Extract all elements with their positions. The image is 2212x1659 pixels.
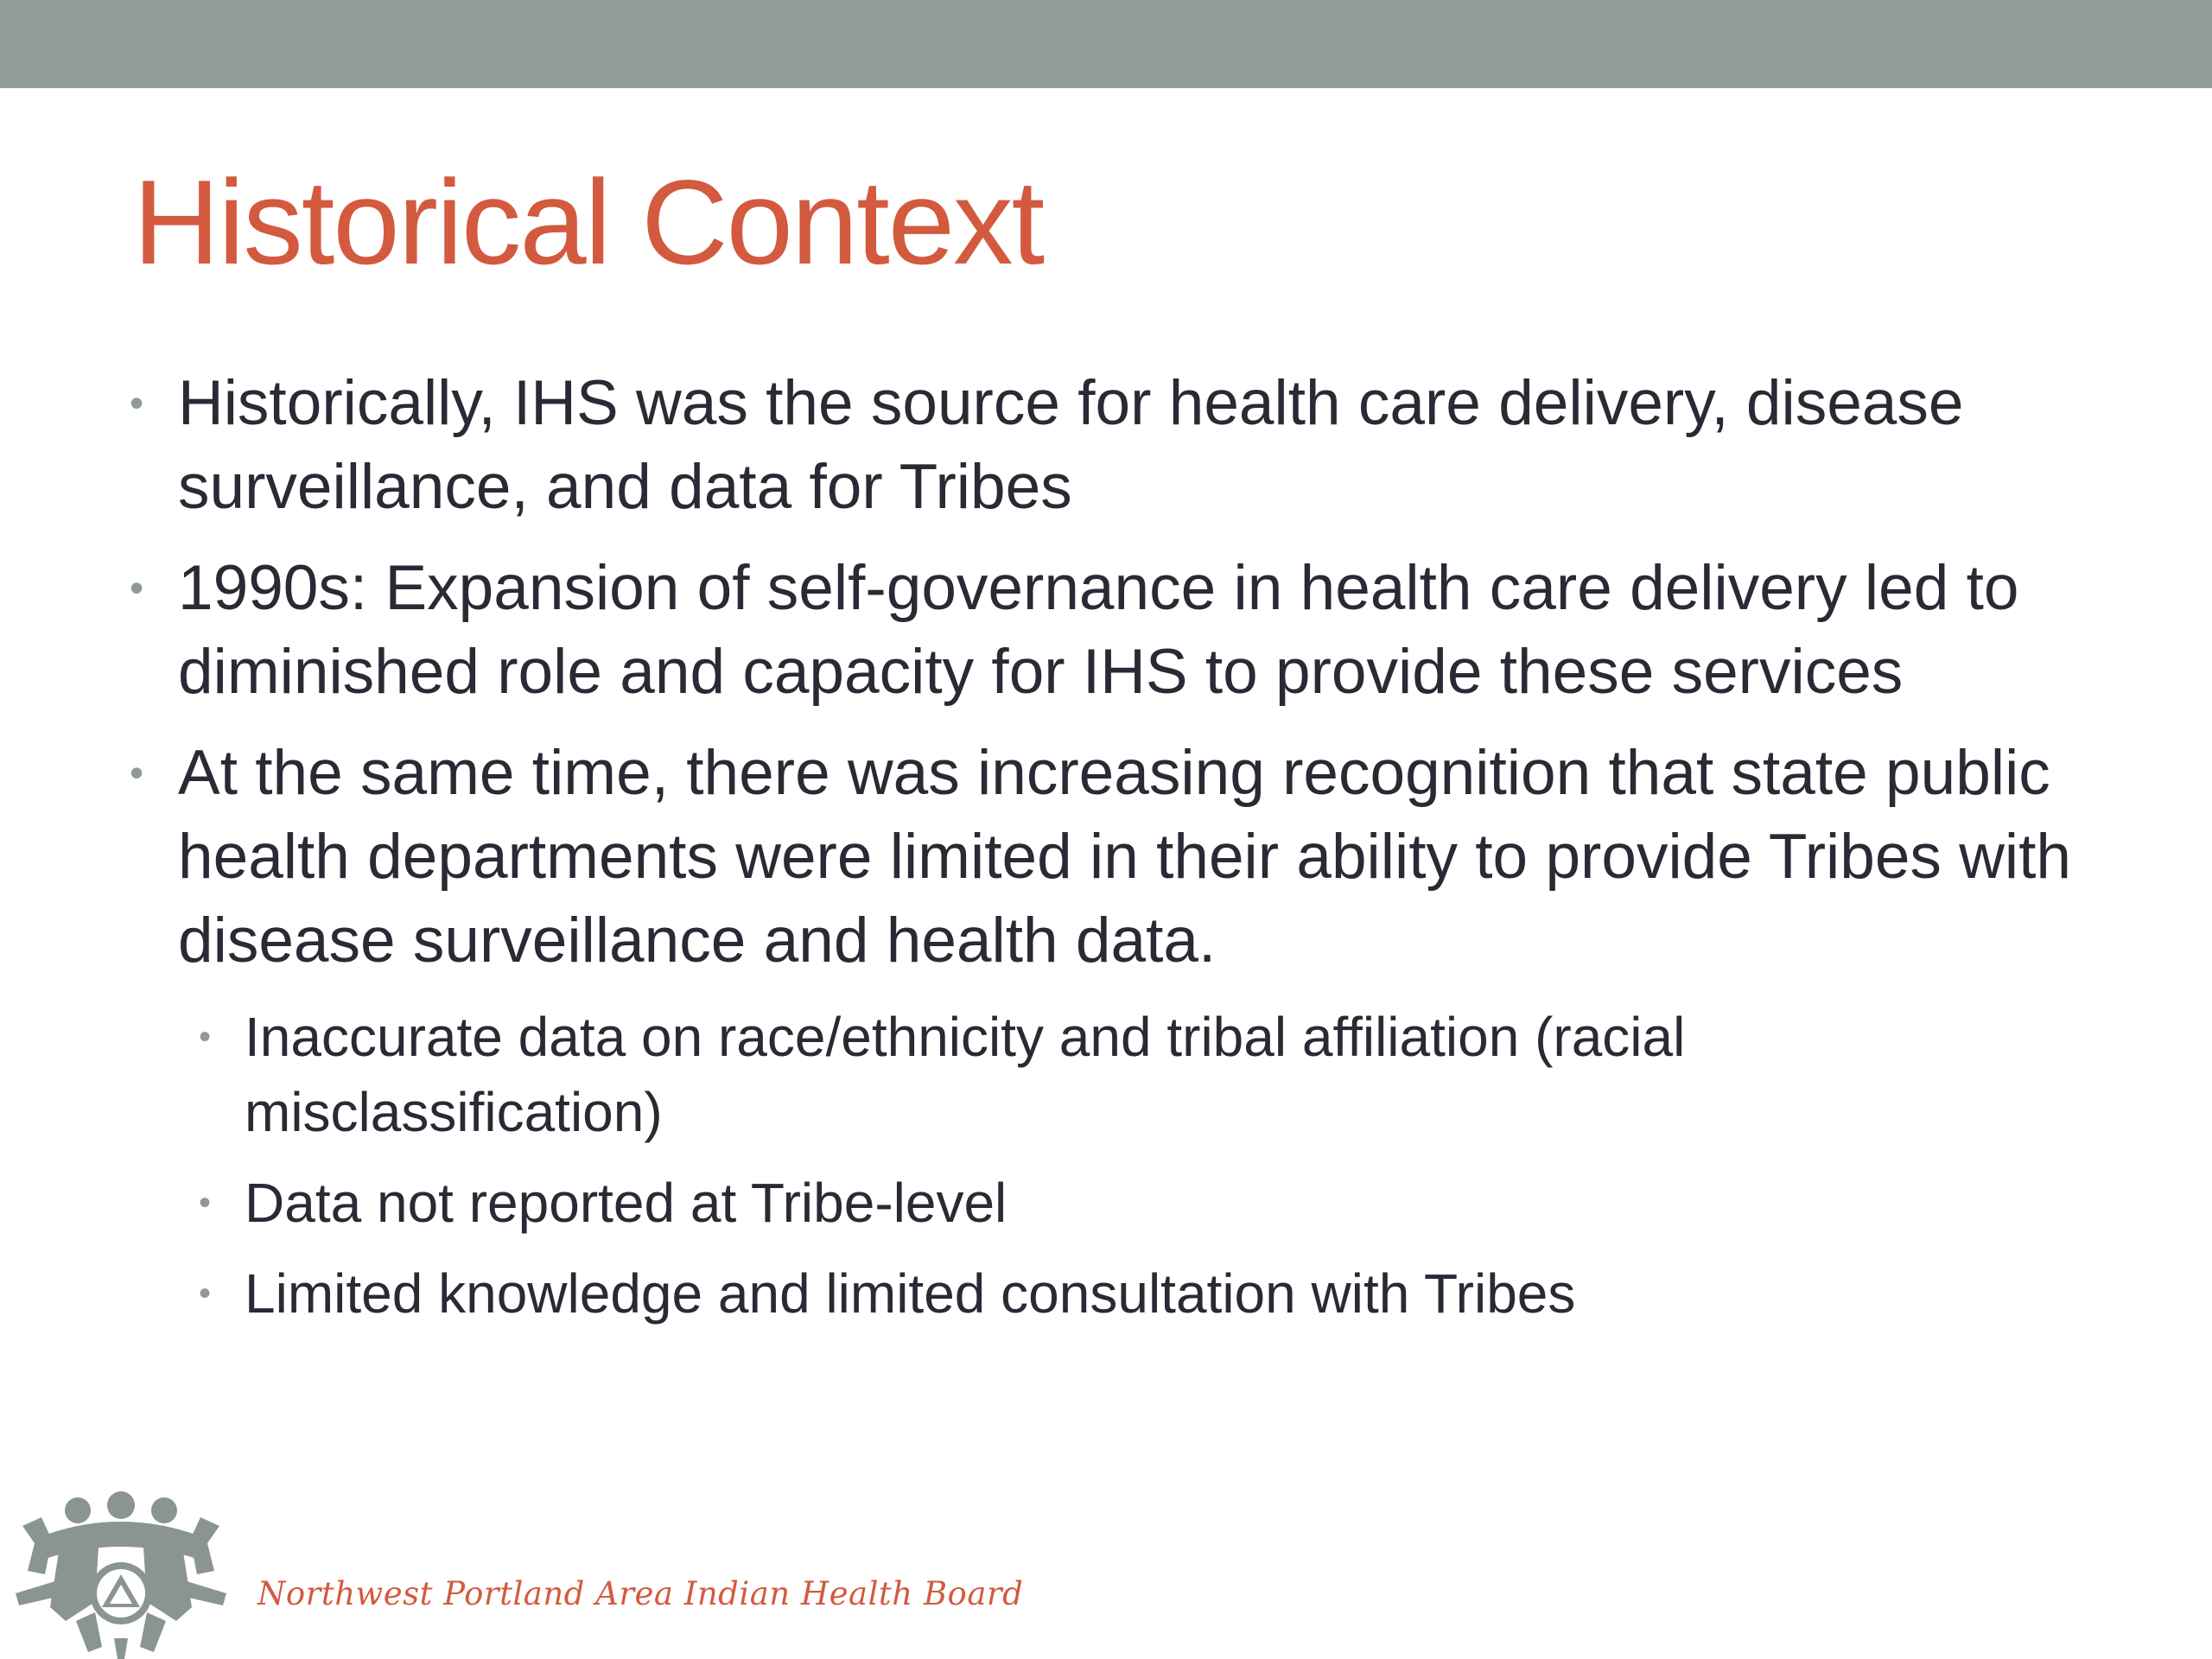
sub-bullet-item — [130, 1000, 2082, 1150]
sub-bullet-text: Data not reported at Tribe-level — [245, 1172, 1007, 1234]
bullet-text: 1990s: Expansion of self-governance in health care delivery led to diminished role and capacity for IHS to provide these services — [178, 553, 2019, 707]
bullet-dot-icon: • — [130, 565, 144, 610]
sub-bullet-dot-icon: • — [199, 1018, 212, 1056]
header-band — [0, 0, 2212, 88]
bullet-item — [130, 361, 2082, 529]
bullet-text: At the same time, there was increasing recognition that state public health departments were limited in their ability to provide Tribes with disease surveillance and health data. — [178, 738, 2072, 976]
sub-bullet-item — [130, 1256, 2082, 1332]
sub-bullet-dot-icon: • — [199, 1274, 212, 1313]
bullet-item — [130, 731, 2082, 982]
bullet-text: Historically, IHS was the source for health care delivery, disease surveillance, and data for Tribes — [178, 368, 1964, 522]
bullet-item — [130, 546, 2082, 714]
sub-bullet-dot-icon: • — [199, 1184, 212, 1222]
bullet-dot-icon: • — [130, 750, 144, 795]
slide-title: Historical Context — [133, 156, 1044, 289]
sub-bullet-text: Limited knowledge and limited consultation with Tribes — [245, 1262, 1576, 1325]
slide-body — [130, 361, 2082, 1347]
bullet-dot-icon: • — [130, 380, 144, 425]
sub-bullet-text: Inaccurate data on race/ethnicity and tribal affiliation (racial misclassification) — [245, 1006, 1686, 1143]
npaihb-emblem-icon — [16, 1491, 226, 1659]
sub-bullet-item — [130, 1166, 2082, 1241]
organization-name: Northwest Portland Area Indian Health Board — [257, 1575, 1024, 1612]
